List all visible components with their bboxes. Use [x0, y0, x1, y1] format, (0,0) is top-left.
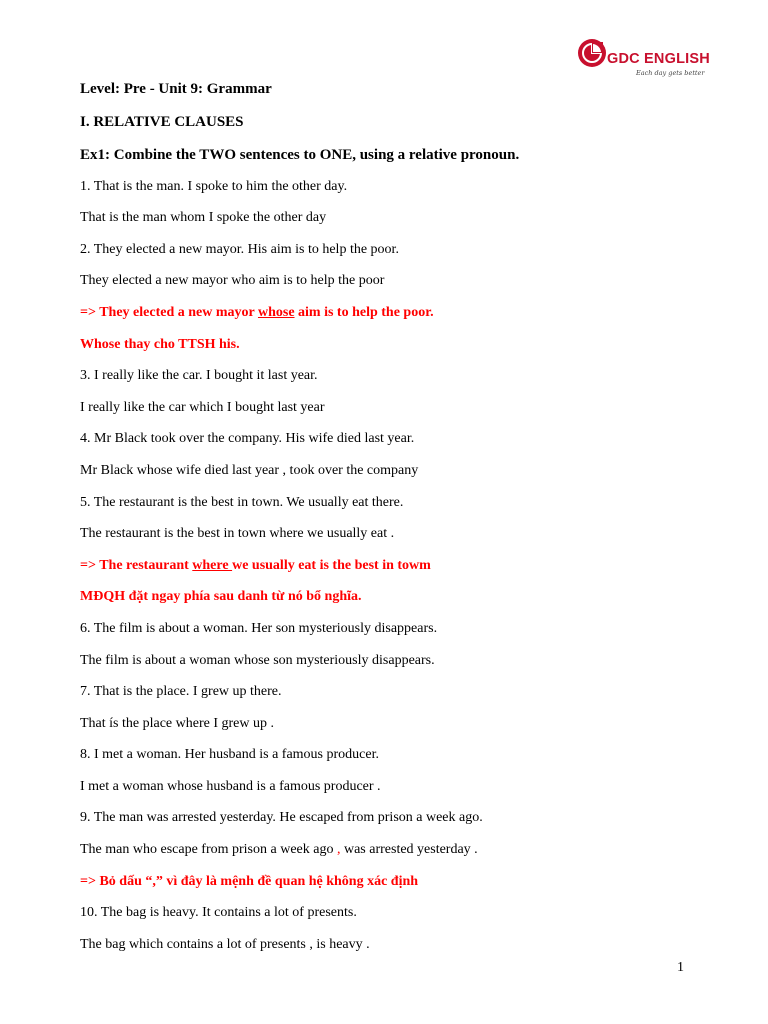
- answer-9: [80, 840, 720, 872]
- correction-2-keyword: whose: [257, 304, 295, 320]
- level-title: Level: Pre - Unit 9: Grammar: [80, 81, 272, 97]
- answer-5: The restaurant is the best in town where we usually eat .: [80, 526, 395, 542]
- question-9: 9. The man was arrested yesterday. He escaped from prison a week ago.: [80, 810, 483, 826]
- correction-2-start: => They elected a new mayor: [80, 304, 258, 320]
- logo-circle-icon: [577, 38, 607, 68]
- question-8: 8. I met a woman. Her husband is a famous producer.: [80, 747, 379, 763]
- exercise-instruction: Ex1: Combine the TWO sentences to ONE, using a relative pronoun.: [80, 147, 520, 163]
- answer-6: The film is about a woman whose son mysteriously disappears.: [80, 652, 435, 668]
- correction-5: [80, 556, 720, 588]
- answer-9-comma: ,: [336, 842, 341, 858]
- page-number: 1: [677, 960, 684, 975]
- question-6: 6. The film is about a woman. Her son mysteriously disappears.: [80, 620, 438, 636]
- answer-4: Mr Black whose wife died last year , took over the company: [80, 462, 419, 478]
- answer-2: They elected a new mayor who aim is to help the poor: [80, 273, 385, 289]
- correction-5-end: we usually eat is the best in towm: [232, 557, 431, 573]
- logo-name: GDC ENGLISH: [607, 51, 710, 67]
- question-7: 7. That is the place. I grew up there.: [80, 684, 282, 700]
- answer-1: That is the man whom I spoke the other day: [80, 210, 327, 226]
- section-heading: I. RELATIVE CLAUSES: [80, 114, 244, 130]
- question-10: 10. The bag is heavy. It contains a lot of presents.: [80, 905, 357, 921]
- answer-8: I met a woman whose husband is a famous producer .: [80, 778, 381, 794]
- correction-2-end: aim is to help the poor.: [294, 304, 434, 320]
- worksheet-content: [80, 79, 720, 966]
- correction-2: [80, 303, 720, 335]
- note-5: MĐQH đặt ngay phía sau danh từ nó bổ nghĩa.: [80, 589, 362, 605]
- correction-9: => Bỏ dấu “,” vì đây là mệnh đề quan hệ không xác định: [80, 873, 419, 889]
- answer-9-start: The man who escape from prison a week ago: [80, 842, 337, 858]
- correction-5-keyword: where: [192, 557, 233, 573]
- answer-3: I really like the car which I bought last year: [80, 399, 325, 415]
- question-4: 4. Mr Black took over the company. His wife died last year.: [80, 431, 415, 447]
- answer-7: That ís the place where I grew up .: [80, 715, 274, 731]
- logo-tagline: Each day gets better: [636, 69, 705, 77]
- correction-5-start: => The restaurant: [80, 557, 193, 573]
- note-2: Whose thay cho TTSH his.: [80, 336, 240, 352]
- gdc-english-logo: [577, 38, 712, 82]
- question-2: 2. They elected a new mayor. His aim is to help the poor.: [80, 241, 399, 257]
- answer-10: The bag which contains a lot of presents , is heavy .: [80, 936, 370, 952]
- question-3: 3. I really like the car. I bought it last year.: [80, 368, 318, 384]
- question-5: 5. The restaurant is the best in town. We usually eat there.: [80, 494, 404, 510]
- answer-9-end: was arrested yesterday .: [340, 842, 478, 858]
- question-1: 1. That is the man. I spoke to him the other day.: [80, 178, 348, 194]
